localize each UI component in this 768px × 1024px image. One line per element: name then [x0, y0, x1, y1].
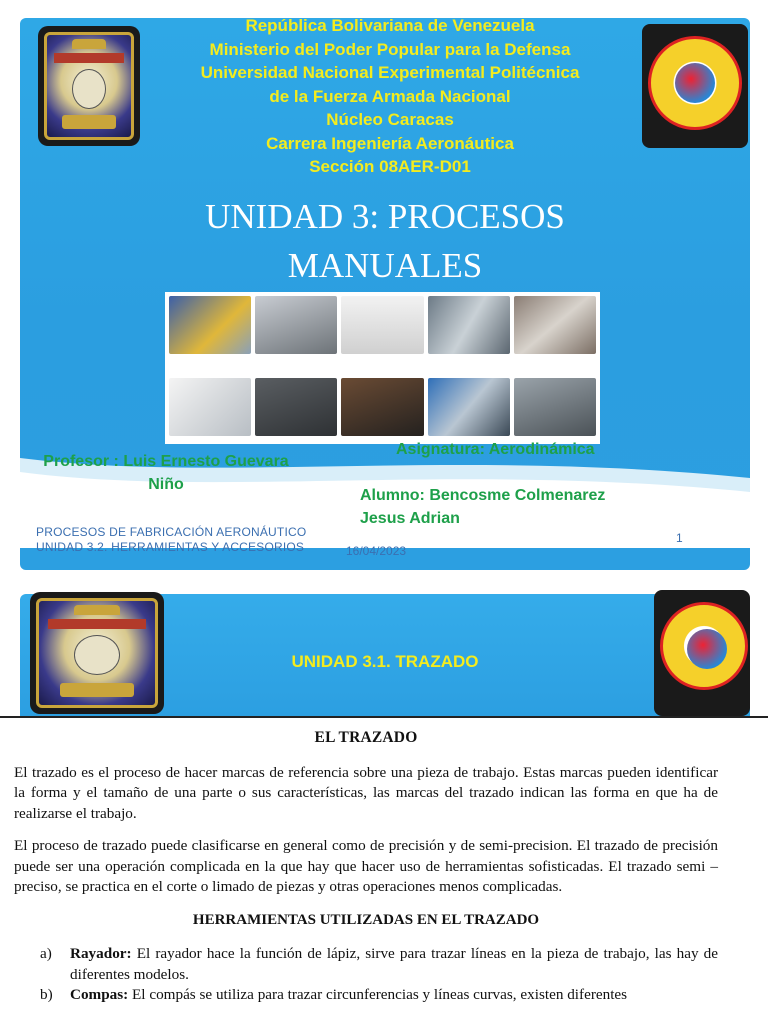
list-item [40, 985, 718, 1006]
list-term: Rayador: [70, 945, 132, 962]
list-description: El rayador hace la función de lápiz, sirve para trazar líneas en la pieza de trabajo, las hay de diferentes modelos. [70, 945, 718, 983]
title-slide [20, 18, 750, 570]
slide-title-line: UNIDAD 3: PROCESOS [205, 197, 565, 236]
profesor-line: Profesor : Luis Ernesto Guevara [43, 453, 289, 470]
header-line: Ministerio del Poder Popular para la Defensa [209, 39, 571, 59]
list-text [70, 944, 718, 985]
list-marker: b) [40, 986, 53, 1003]
divider [0, 716, 768, 718]
list-description: El compás se utiliza para trazar circunferencias y líneas curvas, existen diferentes [128, 986, 628, 1003]
list-item [40, 944, 718, 985]
collage-image [428, 378, 510, 436]
slide-footer [36, 525, 306, 555]
institution-header [140, 18, 640, 179]
list-text [70, 985, 627, 1006]
collage-image [169, 296, 251, 354]
page-number: 1 [676, 531, 683, 545]
footer-line: PROCESOS DE FABRICACIÓN AERONÁUTICO [36, 525, 307, 539]
image-collage [165, 292, 600, 444]
asignatura-label: Asignatura: Aerodinámica [396, 441, 595, 458]
collage-image [169, 378, 251, 436]
alumno-label [360, 484, 680, 530]
header-line: República Bolivariana de Venezuela [245, 18, 535, 35]
alumno-line: Alumno: Bencosme Colmenarez [360, 487, 606, 504]
slide-date: 16/04/2023 [346, 544, 407, 558]
slide-title-line: MANUALES [287, 246, 483, 285]
paragraph: El trazado es el proceso de hacer marcas de referencia sobre una pieza de trabajo. Estas marcas pueden identificar la forma y el tamaño de una parte o sus características, las marcas del trazado indican las forma en que ha de realizarse el trabajo. [14, 763, 718, 822]
slide-title [120, 192, 650, 290]
document-subheading: HERRAMIENTAS UTILIZADAS EN EL TRAZADO [192, 911, 540, 928]
profesor-line: Niño [148, 476, 184, 493]
unefa-crest-icon [38, 26, 140, 146]
collage-image [341, 378, 423, 436]
aeronautica-coordination-emblem-icon [654, 590, 750, 716]
aeronautica-coordination-emblem-icon [642, 24, 748, 148]
collage-image [514, 378, 596, 436]
header-line: Núcleo Caracas [326, 110, 454, 129]
profesor-label [20, 450, 316, 496]
unefa-crest-icon [30, 592, 164, 714]
paragraph: El proceso de trazado puede clasificarse en general como de precisión y de semi-precision. El trazado de precisión puede ser una operación complicada en la que hay que hacer uso de herramientas sofisticadas. El trazado semi – preciso, se practica en el corte o limado de piezas y otras operaciones menos complicadas. [14, 837, 718, 895]
document-body [14, 728, 718, 1006]
section-title: UNIDAD 3.1. TRAZADO [291, 652, 479, 671]
header-line: Carrera Ingeniería Aeronáutica [266, 133, 514, 153]
section-slide [20, 594, 750, 716]
collage-image [428, 296, 510, 354]
alumno-line: Jesus Adrian [360, 510, 460, 527]
collage-image [341, 296, 423, 354]
header-line: Universidad Nacional Experimental Politécnica [200, 63, 580, 82]
collage-image [514, 296, 596, 354]
header-line: de la Fuerza Armada Nacional [269, 86, 511, 106]
list-term: Compas: [70, 986, 129, 1003]
collage-image [255, 296, 337, 354]
header-line: Sección 08AER-D01 [309, 157, 471, 176]
footer-line: UNIDAD 3.2. HERRAMIENTAS Y ACCESORIOS [36, 540, 305, 554]
document-heading: EL TRAZADO [314, 729, 418, 746]
collage-image [255, 378, 337, 436]
list-marker: a) [40, 945, 52, 962]
